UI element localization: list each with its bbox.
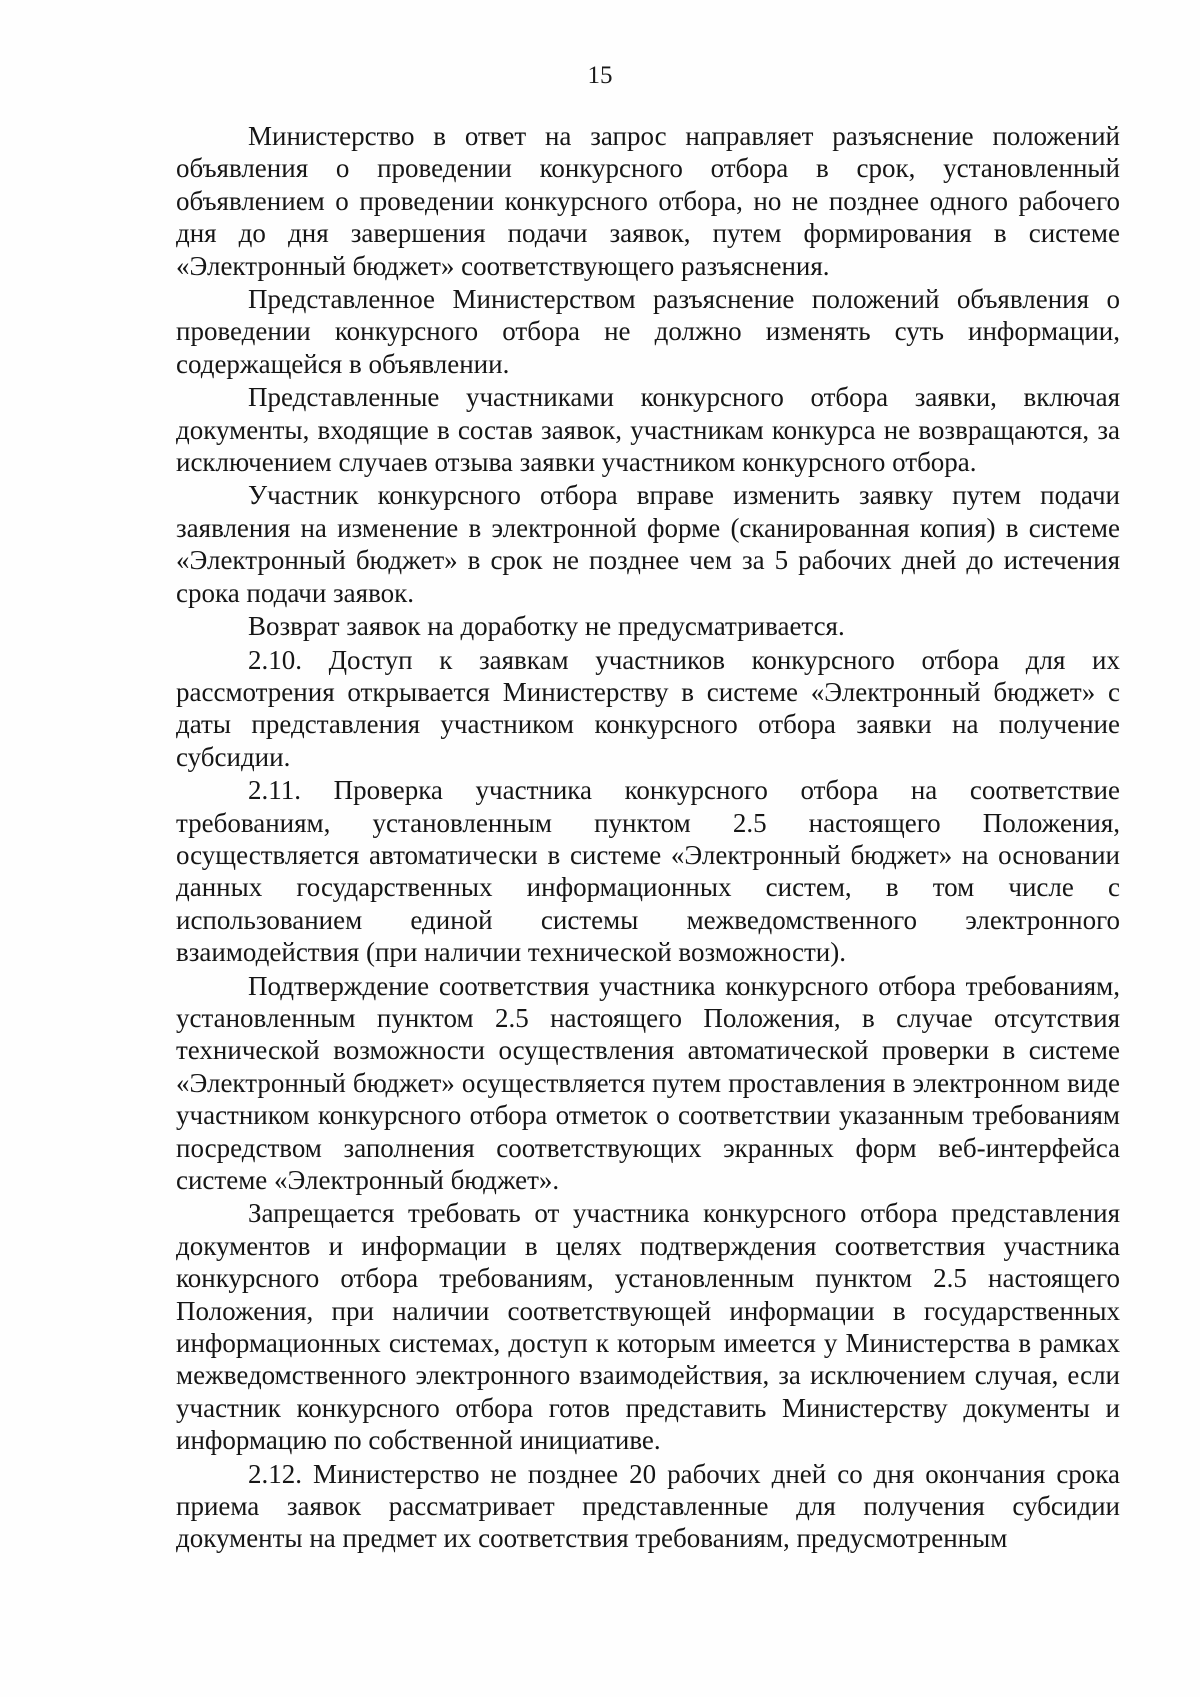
page-number: 15 [587,62,613,89]
paragraph: Запрещается требовать от участника конкурсного отбора представления документов и информации в целях подтверждения соответствия участника конкурсного отбора требованиям, установленным пунктом 2.5 настоящего Положения, при наличии соответствующей информации в государственных информационных системах, доступ к которым имеется у Министерства в рамках межведомственного электронного взаимодействия, за исключением случая, если участник конкурсного отбора готов представить Министерству документы и информацию по собственной инициативе. [176,1198,1120,1456]
paragraph-2-11: 2.11. Проверка участника конкурсного отбора на соответствие требованиям, установленным пунктом 2.5 настоящего Положения, осуществляется автоматически в системе «Электронный бюджет» на основании данных государственных информационных систем, в том числе с использованием единой системы межведомственного электронного взаимодействия (при наличии технической возможности). [176,775,1120,968]
document-body [176,120,1120,1555]
paragraph: Подтверждение соответствия участника конкурсного отбора требованиям, установленным пунктом 2.5 настоящего Положения, в случае отсутствия технической возможности осуществления автоматической проверки в системе «Электронный бюджет» осуществляется путем проставления в электронном виде участником конкурсного отбора отметок о соответствии указанным требованиям посредством заполнения соответствующих экранных форм веб-интерфейса системе «Электронный бюджет». [176,970,1120,1195]
paragraph: Представленное Министерством разъяснение положений объявления о проведении конкурсного отбора не должно изменять суть информации, содержащейся в объявлении. [176,284,1120,379]
paragraph: Участник конкурсного отбора вправе изменить заявку путем подачи заявления на изменение в электронной форме (сканированная копия) в системе «Электронный бюджет» в срок не позднее чем за 5 рабочих дней до истечения срока подачи заявок. [176,480,1120,608]
paragraph: Возврат заявок на доработку не предусматривается. [248,611,845,642]
paragraph-2-10: 2.10. Доступ к заявкам участников конкурсного отбора для их рассмотрения открывается Министерству в системе «Электронный бюджет» с даты представления участником конкурсного отбора заявки на получение субсидии. [176,644,1120,772]
paragraph: Министерство в ответ на запрос направляет разъяснение положений объявления о проведении конкурсного отбора в срок, установленный объявлением о проведении конкурсного отбора, но не позднее одного рабочего дня до дня завершения подачи заявок, путем формирования в системе «Электронный бюджет» соответствующего разъяснения. [176,121,1120,281]
paragraph: Представленные участниками конкурсного отбора заявки, включая документы, входящие в состав заявок, участникам конкурса не возвращаются, за исключением случаев отзыва заявки участником конкурсного отбора. [176,382,1120,478]
paragraph-2-12: 2.12. Министерство не позднее 20 рабочих дней со дня окончания срока приема заявок рассматривает представленные для получения субсидии документы на предмет их соответствия требованиям, предусмотренным [176,1458,1120,1554]
